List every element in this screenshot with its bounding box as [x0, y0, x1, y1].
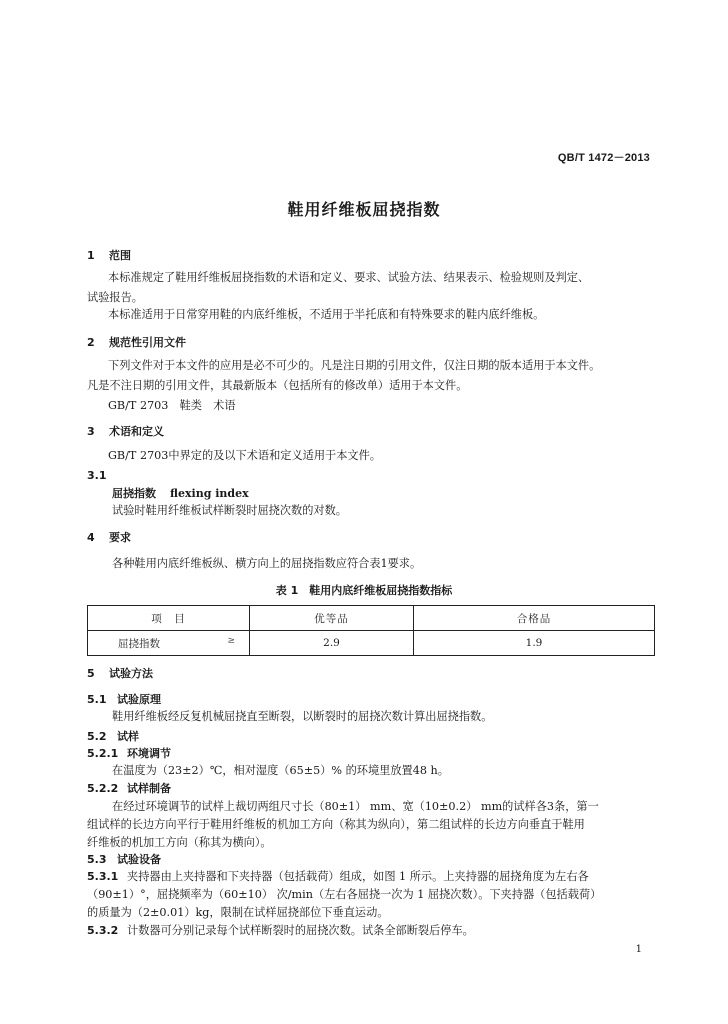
section-number: 2: [87, 336, 95, 349]
section-title: 要求: [109, 531, 131, 544]
subsection-5-3-heading: [87, 852, 161, 868]
subsection-title: 试样制备: [127, 782, 171, 795]
paragraph: 下列文件对于本文件的应用是必不可少的。凡是注日期的引用文件，仅注日期的版本适用于本文件。: [108, 359, 601, 372]
section-number: 4: [87, 531, 95, 544]
paragraph: 各种鞋用内底纤维板纵、横方向上的屈挠指数应符合表1要求。: [112, 557, 422, 570]
cell-excellent: 2.9: [250, 631, 414, 656]
section-title: 术语和定义: [109, 425, 164, 438]
cell-qualified: 1.9: [414, 631, 655, 656]
paragraph: GB/T 2703中界定的及以下术语和定义适用于本文件。: [108, 449, 381, 462]
subsection-title: 试样: [117, 730, 139, 743]
subsection-5-2-2-heading: [87, 781, 171, 797]
paragraph: 组试样的长边方向平行于鞋用纤维板的机加工方向（称其为纵向），第二组试样的长边方向垂直于鞋用: [87, 818, 585, 831]
section-2-heading: [87, 335, 186, 351]
subsection-number: 5.2: [87, 730, 107, 743]
normative-reference: GB/T 2703 鞋类 术语: [108, 399, 236, 412]
column-header-qualified: 合格品: [414, 606, 655, 631]
section-title: 试验方法: [109, 667, 153, 680]
subsection-number: 5.2.1: [87, 747, 119, 760]
subsection-number: 3.1: [87, 469, 107, 482]
subsection-title: 试验设备: [117, 853, 161, 866]
paragraph: （90±1）°，屈挠频率为（60±10） 次/min（左右各屈挠一次为 1 屈挠次数）。下夹持器（包括载荷）: [87, 888, 602, 901]
cell-item: [88, 631, 250, 656]
term-english: flexing index: [170, 487, 249, 500]
paragraph: [87, 923, 474, 939]
paragraph: 在经过环境调节的试样上裁切两组尺寸长（80±1） mm、宽（10±0.2） mm的试样各3条，第一: [112, 800, 599, 813]
table-caption: 表 1 鞋用内底纤维板屈挠指数指标: [275, 584, 453, 597]
paragraph: 本标准规定了鞋用纤维板屈挠指数的术语和定义、要求、试验方法、结果表示、检验规则及判定、: [108, 271, 590, 284]
document-title: 鞋用纤维板屈挠指数: [287, 200, 441, 219]
subsection-title: 环境调节: [127, 747, 171, 760]
paragraph: 的质量为（2±0.01）kg，限制在试样屈挠部位下垂直运动。: [87, 906, 389, 919]
item-label: 屈挠指数: [118, 637, 160, 650]
section-number: 1: [87, 249, 95, 262]
standard-code: QB/T 1472－2013: [557, 152, 650, 164]
subsection-number: 5.1: [87, 693, 107, 706]
section-title: 规范性引用文件: [109, 336, 186, 349]
paragraph: 鞋用纤维板经反复机械屈挠直至断裂，以断裂时的屈挠次数计算出屈挠指数。: [112, 710, 493, 723]
term-definition: 试验时鞋用纤维板试样断裂时屈挠次数的对数。: [112, 504, 347, 517]
section-1-heading: [87, 248, 131, 264]
subsection-5-1-heading: [87, 692, 161, 708]
page-number: 1: [635, 944, 642, 955]
clause-number: 5.3.2: [87, 924, 119, 937]
paragraph: 纤维板的机加工方向（称其为横向）。: [87, 836, 272, 849]
clause-text: 计数器可分别记录每个试样断裂时的屈挠次数。试条全部断裂后停车。: [127, 924, 474, 937]
section-number: 5: [87, 667, 95, 680]
section-5-heading: [87, 666, 153, 682]
clause-text: 夹持器由上夹持器和下夹持器（包括载荷）组成，如图 1 所示。上夹持器的屈挠角度为左右各: [127, 870, 589, 883]
term-entry: [112, 486, 249, 502]
subsection-5-2-1-heading: [87, 746, 171, 762]
paragraph: 在温度为（23±2）℃，相对湿度（65±5）% 的环境里放置48 h。: [112, 764, 449, 777]
section-4-heading: [87, 530, 131, 546]
section-number: 3: [87, 425, 95, 438]
paragraph: 凡是不注日期的引用文件，其最新版本（包括所有的修改单）适用于本文件。: [87, 379, 468, 392]
subsection-number: 5.2.2: [87, 782, 119, 795]
subsection-5-2-heading: [87, 729, 139, 745]
column-header-item: 项 目: [88, 606, 250, 631]
term-chinese: 屈挠指数: [112, 487, 156, 500]
paragraph: 本标准适用于日常穿用鞋的内底纤维板，不适用于半托底和有特殊要求的鞋内底纤维板。: [108, 308, 545, 321]
subsection-number: 5.3: [87, 853, 107, 866]
section-3-heading: [87, 424, 164, 440]
table-header-row: [88, 606, 655, 631]
subsection-title: 试验原理: [117, 693, 161, 706]
section-title: 范围: [109, 249, 131, 262]
clause-number: 5.3.1: [87, 870, 119, 883]
paragraph: [87, 869, 589, 885]
requirements-table: [87, 605, 655, 656]
comparison-mark: ≥: [227, 636, 235, 646]
paragraph: 试验报告。: [87, 291, 143, 304]
table-row: [88, 631, 655, 656]
column-header-excellent: 优等品: [250, 606, 414, 631]
